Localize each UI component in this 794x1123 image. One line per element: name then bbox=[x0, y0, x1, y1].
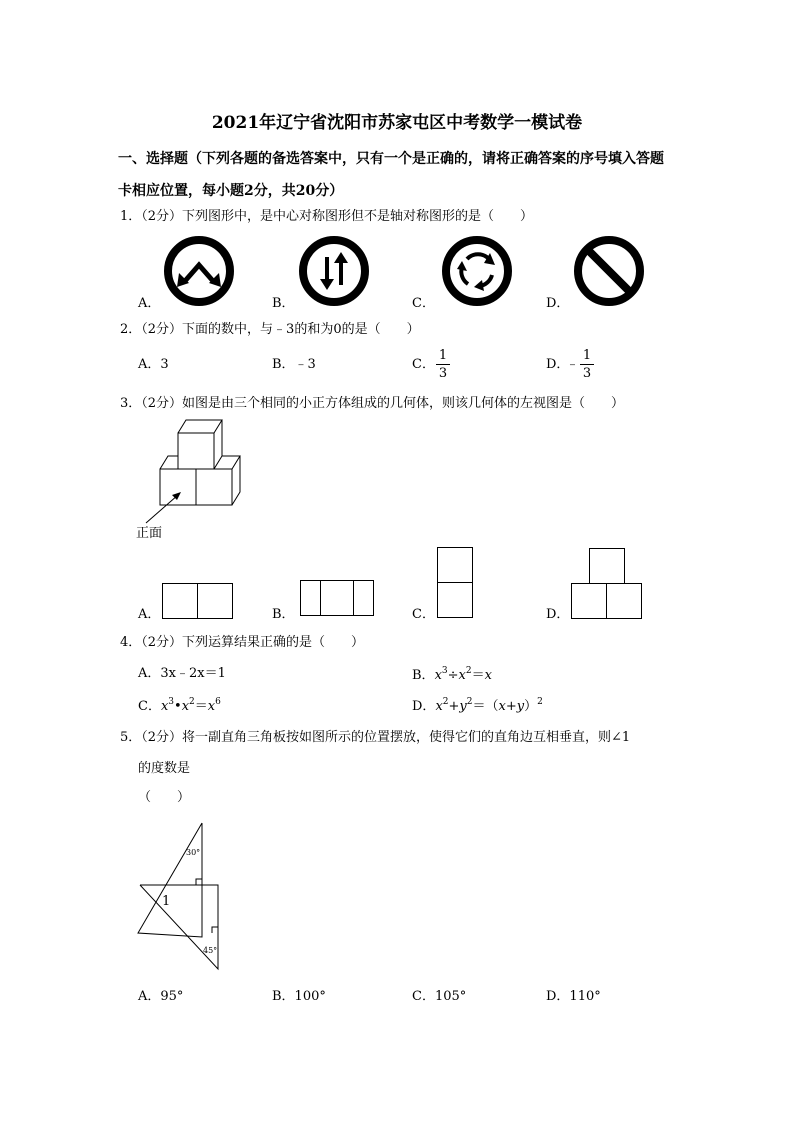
expression: 3x﹣2x＝1 bbox=[160, 666, 226, 681]
diverging-arrows-sign-icon bbox=[162, 235, 236, 307]
option-prefix: D． bbox=[412, 699, 436, 714]
fraction-denominator: 3 bbox=[438, 366, 448, 381]
variable: x bbox=[484, 668, 492, 683]
roundabout-sign-icon bbox=[440, 235, 514, 307]
exponent: 3 bbox=[168, 697, 175, 707]
exponent: 2 bbox=[465, 666, 472, 676]
q3-option-c: C． bbox=[412, 607, 435, 622]
variable: x bbox=[181, 699, 190, 714]
q1-option-a: A． bbox=[138, 296, 161, 311]
operator: ＝ bbox=[194, 699, 208, 714]
q1-option-d: D． bbox=[546, 296, 570, 311]
front-view-label: 正面 bbox=[136, 526, 163, 541]
angle-45-label: 45° bbox=[203, 946, 218, 955]
q4-option-a bbox=[138, 667, 226, 680]
cube-stack-figure bbox=[150, 415, 260, 525]
fraction-numerator: 1 bbox=[438, 348, 448, 363]
option-prefix: A． bbox=[138, 666, 161, 681]
q2-stem: 2．（2分）下面的数中，与﹣3的和为0的是（ ） bbox=[120, 322, 420, 337]
q3-option-a: A． bbox=[138, 607, 161, 622]
option-prefix: B． bbox=[412, 668, 435, 683]
fraction-bar bbox=[436, 364, 450, 365]
fraction-numerator: 1 bbox=[582, 348, 592, 363]
q1-stem: 1．（2分）下列图形中，是中心对称图形但不是轴对称图形的是（ ） bbox=[120, 209, 534, 224]
q3-option-d: D． bbox=[546, 607, 570, 622]
paren: ） bbox=[524, 699, 538, 714]
q4-option-b bbox=[412, 667, 492, 682]
exam-title: 2021年辽宁省沈阳市苏家屯区中考数学一模试卷 bbox=[211, 113, 583, 133]
fraction-bar bbox=[580, 364, 594, 365]
angle-30-label: 30° bbox=[186, 848, 201, 857]
q5-option-c: C．105° bbox=[412, 989, 467, 1004]
q3-stem: 3．（2分）如图是由三个相同的小正方体组成的几何体，则该几何体的左视图是（ ） bbox=[120, 396, 625, 411]
q5-answer-bracket: （ ） bbox=[138, 790, 191, 805]
variable: x bbox=[207, 699, 216, 714]
q1-option-c: C． bbox=[412, 296, 435, 311]
two-way-traffic-sign-icon bbox=[297, 235, 371, 307]
angle-1-label: 1 bbox=[162, 894, 171, 909]
operator: ＝（ bbox=[472, 699, 499, 714]
exponent: 6 bbox=[215, 697, 221, 707]
prohibition-sign-icon bbox=[572, 235, 646, 307]
section-heading-line2: 卡相应位置，每小题2分，共20分） bbox=[118, 183, 344, 199]
q2-option-d-sign: ﹣ bbox=[566, 357, 580, 372]
q5-option-a: A．95° bbox=[138, 989, 184, 1004]
operator: ＝ bbox=[471, 668, 485, 683]
q2-option-a: A．3 bbox=[138, 357, 169, 372]
q5-stem-line2: 的度数是 bbox=[138, 761, 191, 776]
q4-stem: 4．（2分）下列运算结果正确的是（ ） bbox=[120, 635, 365, 650]
q2-option-c-fraction bbox=[436, 349, 450, 380]
operator: + bbox=[505, 699, 517, 714]
exponent: 2 bbox=[537, 697, 543, 707]
q3-option-d-figure bbox=[571, 548, 645, 620]
q3-option-b-figure bbox=[300, 580, 374, 616]
exponent: 2 bbox=[189, 697, 195, 707]
q2-option-d-prefix: D． bbox=[546, 357, 570, 372]
q2-option-d-fraction bbox=[580, 349, 594, 380]
option-prefix: C． bbox=[138, 699, 161, 714]
variable: x bbox=[435, 699, 443, 714]
variable: x bbox=[434, 668, 442, 683]
q4-option-d bbox=[412, 698, 543, 713]
exponent: 3 bbox=[441, 666, 448, 676]
q5-option-d: D．110° bbox=[546, 989, 601, 1004]
exponent: 2 bbox=[466, 697, 473, 707]
exponent: 2 bbox=[442, 697, 449, 707]
q2-option-b: B．﹣3 bbox=[272, 357, 316, 372]
q4-option-c bbox=[138, 698, 221, 713]
variable: x bbox=[498, 699, 506, 714]
fraction-denominator: 3 bbox=[582, 366, 592, 381]
q5-option-b: B．100° bbox=[272, 989, 326, 1004]
operator: • bbox=[174, 699, 182, 714]
q3-option-c-figure bbox=[437, 547, 475, 619]
operator: ÷ bbox=[447, 668, 459, 683]
section-heading-line1: 一、选择题（下列各题的备选答案中，只有一个是正确的，请将正确答案的序号填入答题 bbox=[118, 151, 664, 167]
q3-option-b: B． bbox=[272, 607, 295, 622]
q3-option-a-figure bbox=[162, 583, 234, 619]
q2-option-c-prefix: C． bbox=[412, 357, 435, 372]
operator: + bbox=[448, 699, 460, 714]
variable: y bbox=[516, 699, 525, 714]
q1-option-b: B． bbox=[272, 296, 295, 311]
variable: x bbox=[160, 699, 169, 714]
variable: x bbox=[458, 668, 466, 683]
variable: y bbox=[459, 699, 467, 714]
q5-stem-line1: 5．（2分）将一副直角三角板按如图所示的位置摆放，使得它们的直角边互相垂直，则∠1 bbox=[120, 730, 631, 745]
